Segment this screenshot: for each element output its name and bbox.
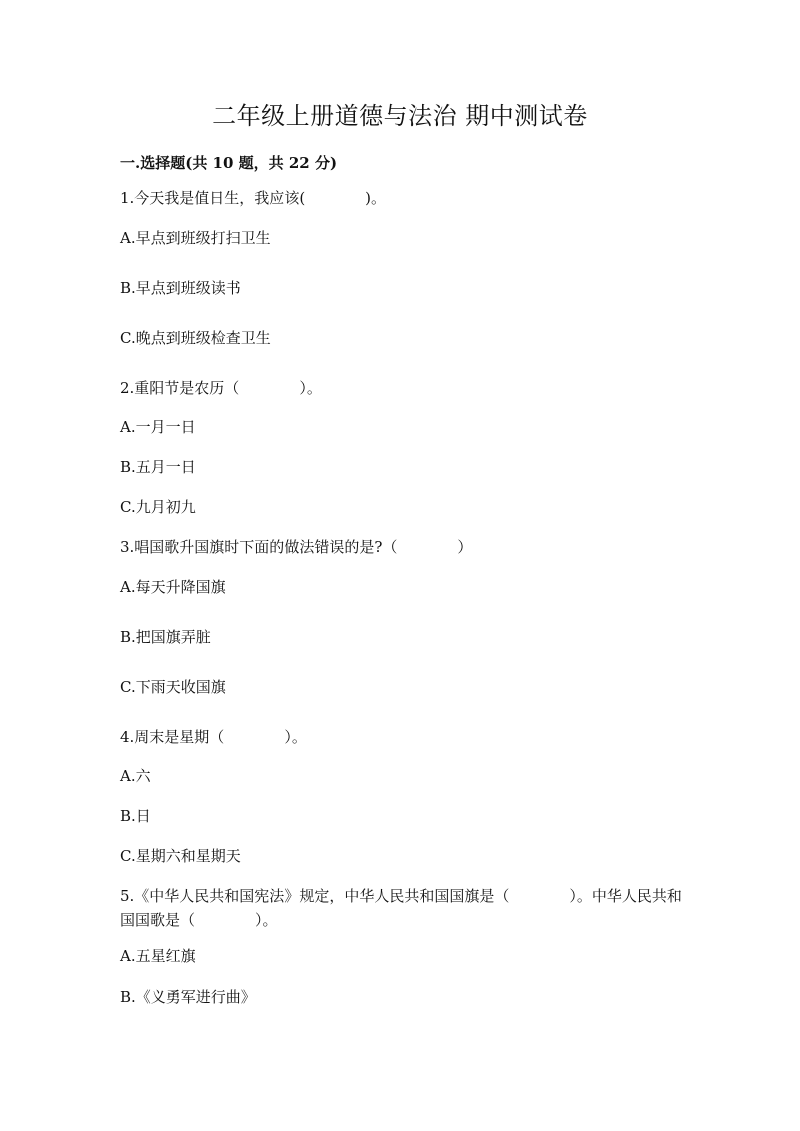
- option-item: A.早点到班级打扫卫生: [120, 229, 271, 247]
- option-item: B.日: [120, 807, 151, 825]
- option-item: B.五月一日: [120, 458, 196, 476]
- question-stem: 3.唱国歌升国旗时下面的做法错误的是?（ ）: [120, 538, 473, 556]
- option-item: B.把国旗弄脏: [120, 628, 211, 646]
- option-item: C.星期六和星期天: [120, 847, 241, 865]
- option-item: B.早点到班级读书: [120, 279, 241, 297]
- option-item: B.《义勇军进行曲》: [120, 988, 256, 1006]
- option-item: A.一月一日: [120, 418, 196, 436]
- option-item: C.下雨天收国旗: [120, 678, 226, 696]
- page-title: 二年级上册道德与法治 期中测试卷: [212, 102, 588, 130]
- option-item: A.五星红旗: [120, 947, 196, 965]
- section-heading: 一.选择题(共 10 题，共 22 分): [120, 154, 338, 172]
- option-item: A.每天升降国旗: [120, 578, 226, 596]
- question-stem: 4.周末是星期（ ）。: [120, 728, 307, 746]
- question-stem: 5.《中华人民共和国宪法》规定，中华人民共和国国旗是（ ）。中华人民共和国国歌是（ ）。: [120, 887, 682, 929]
- question-stem: 2.重阳节是农历（ ）。: [120, 379, 322, 397]
- question-stem: 1.今天我是值日生，我应该( )。: [120, 189, 387, 207]
- option-item: C.九月初九: [120, 498, 196, 516]
- option-item: C.晚点到班级检查卫生: [120, 329, 271, 347]
- option-item: A.六: [120, 767, 151, 785]
